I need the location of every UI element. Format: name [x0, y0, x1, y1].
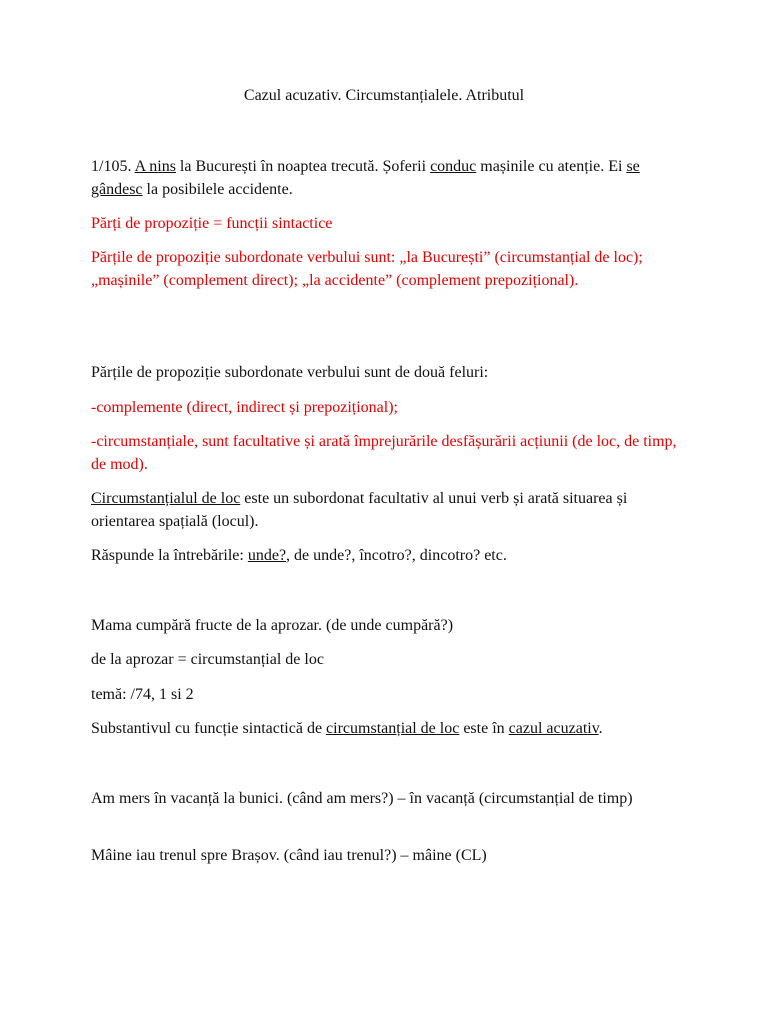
underlined-verb-conduc: conduc — [430, 158, 477, 175]
definition-text: este un subordonat facultativ al unui verb și arată situarea și orientarea spațială (locul). — [91, 490, 628, 530]
exercise-number: 1/105. — [91, 158, 132, 175]
paragraph-types: Părțile de propoziție subordonate verbului sunt de două feluri: — [91, 364, 489, 381]
paragraph-exercise — [91, 155, 691, 201]
paragraph-circumstantial-definition — [91, 487, 691, 533]
red-complements: -complemente (direct, indirect și prepozițional); — [91, 399, 398, 416]
questions-rest: , de unde?, încotro?, dincotro? etc. — [286, 547, 507, 564]
questions-lead: Răspunde la întrebările: — [91, 547, 248, 564]
underlined-question: unde? — [247, 547, 287, 564]
document-title: Cazul acuzativ. Circumstanțialele. Atributul — [243, 87, 525, 104]
underlined-term: Circumstanțialul de loc — [91, 490, 241, 507]
rule-end: . — [598, 720, 603, 737]
example-sentence: Mama cumpără fructe de la aprozar. (de unde cumpără?) — [91, 617, 454, 634]
paragraph-case-rule — [91, 717, 691, 740]
underlined-verb-se-gandesc: se gândesc — [91, 158, 640, 198]
underlined-circumstantial: circumstanțial de loc — [326, 720, 460, 737]
example-tomorrow: Mâine iau trenul spre Brașov. (când iau trenul?) – mâine (CL) — [91, 847, 487, 864]
underlined-verb-a-nins: A nins — [134, 158, 176, 175]
example-time: Am mers în vacanță la bunici. (când am mers?) – în vacanță (circumstanțial de timp) — [91, 790, 633, 807]
red-circumstantials: -circumstanțiale, sunt facultative și arată împrejurările desfășurării acțiunii (de loc, de timp, de mod). — [91, 433, 677, 473]
underlined-case: cazul acuzativ — [508, 720, 599, 737]
paragraph-questions — [91, 544, 691, 567]
example-analysis: de la aprozar = circumstanțial de loc — [91, 651, 324, 668]
exercise-text: la posibilele accidente. — [142, 181, 293, 198]
red-explanation: Părțile de propoziție subordonate verbului sunt: „la București” (circumstanțial de loc); „mașinile” (complement direct); „la accidente” (complement prepozițional). — [91, 249, 643, 289]
homework-line: temă: /74, 1 si 2 — [91, 686, 194, 703]
red-definition: Părți de propoziție = funcții sintactice — [91, 215, 333, 232]
exercise-text: mașinile cu atenție. Ei — [476, 158, 627, 175]
rule-text: Substantivul cu funcție sintactică de — [91, 720, 327, 737]
exercise-text: la București în noaptea trecută. Șoferii — [175, 158, 431, 175]
rule-text: este în — [459, 720, 509, 737]
